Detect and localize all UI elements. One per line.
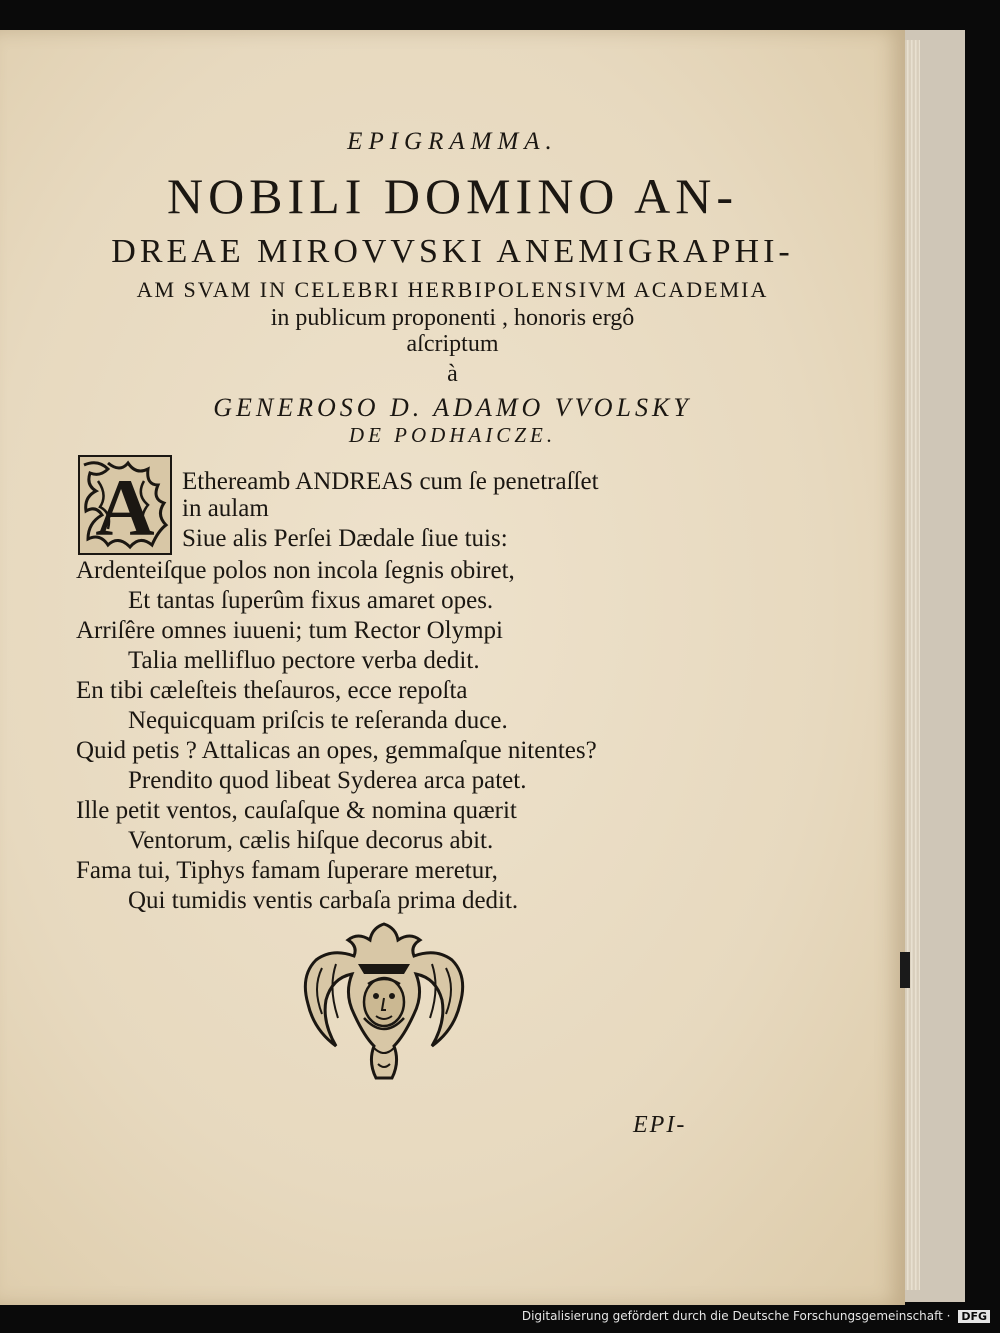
book-page bbox=[0, 30, 905, 1305]
verse-line-2: in aulam bbox=[182, 495, 269, 522]
credit-text: Digitalisierung gefördert durch die Deutsche Forschungsgemeinschaft · bbox=[521, 1309, 951, 1323]
verse-line-1: Ethereamb ANDREAS cum ſe penetraſſet bbox=[182, 468, 599, 495]
digitization-credit bbox=[522, 1309, 990, 1323]
verse-line-9: Nequicquam priſcis te reſeranda duce. bbox=[128, 707, 508, 734]
verse-line-7: Talia mellifluo pectore verba dedit. bbox=[128, 647, 480, 674]
catchword: EPI- bbox=[633, 1112, 687, 1138]
epigram-heading: EPIGRAMMA. bbox=[347, 128, 558, 155]
dfg-logo: DFG bbox=[958, 1310, 990, 1323]
verse-line-10: Quid petis ? Attalicas an opes, gemmaſque nitentes? bbox=[76, 737, 597, 764]
verse-line-12: Ille petit ventos, cauſaſque & nomina quærit bbox=[76, 797, 517, 824]
verse-line-6: Arriſêre omnes iuueni; tum Rector Olympi bbox=[76, 617, 503, 644]
title-line-2: DREAE MIROVVSKI ANEMIGRAPHI- bbox=[111, 233, 794, 270]
decorated-initial bbox=[78, 455, 172, 555]
verse-line-5: Et tantas ſuperûm fixus amaret opes. bbox=[128, 587, 494, 614]
verse-line-11: Prendito quod libeat Syderea arca patet. bbox=[128, 767, 527, 794]
verse-line-15: Qui tumidis ventis carbaſa prima dedit. bbox=[128, 887, 519, 914]
title-line-1: NOBILI DOMINO AN- bbox=[166, 168, 739, 224]
verse-line-13: Ventorum, cælis hiſque decorus abit. bbox=[128, 827, 494, 854]
preposition: à bbox=[447, 361, 458, 387]
initial-letter: A bbox=[95, 462, 155, 553]
title-line-5: aſcriptum bbox=[406, 331, 499, 357]
title-line-3: AM SVAM IN CELEBRI HERBIPOLENSIVM ACADEMIA bbox=[136, 277, 769, 302]
mascaron-ornament-icon bbox=[292, 918, 476, 1086]
page-tab-marker bbox=[900, 952, 910, 988]
verse-line-4: Ardenteiſque polos non incola ſegnis obiret, bbox=[76, 557, 515, 584]
verse-line-8: En tibi cæleſteis theſauros, ecce repoſta bbox=[76, 677, 468, 704]
author-line-2: DE PODHAICZE. bbox=[348, 423, 557, 447]
author-line-1: GENEROSO D. ADAMO VVOLSKY bbox=[213, 393, 692, 422]
title-line-4: in publicum proponenti , honoris ergô bbox=[270, 305, 635, 331]
verse-line-3: Siue alis Perſei Dædale ſiue tuis: bbox=[182, 525, 508, 552]
verse-line-14: Fama tui, Tiphys famam ſuperare meretur, bbox=[76, 857, 498, 884]
